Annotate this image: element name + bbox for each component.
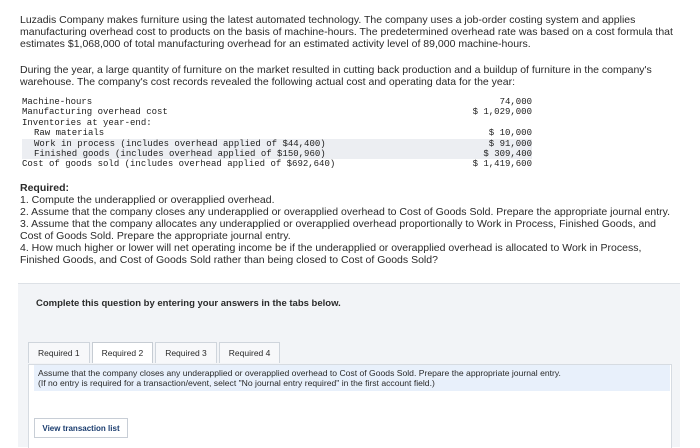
row-label: Raw materials: [34, 128, 105, 139]
answer-panel: [18, 283, 680, 447]
row-value: [452, 118, 532, 128]
required-section: [20, 182, 680, 266]
tab-required-2[interactable]: Required 2: [92, 342, 154, 363]
instruction-text: Assume that the company closes any underapplied or overapplied overhead to Cost of Goods Sold. Prepare the appropriate journal entry.: [38, 368, 561, 378]
required-item-4: 4. How much higher or lower will net operating income be if the underapplied or overapplied overhead is allocated to Work in Process, Finished Goods, and Cost of Goods Sold rather than being closed to Cost of Goods Sold?: [20, 242, 642, 266]
cost-data-table: [22, 97, 532, 170]
table-row: [22, 159, 532, 169]
tab-required-1[interactable]: Required 1: [28, 342, 90, 363]
tab-required-4[interactable]: Required 4: [219, 342, 281, 363]
row-label: Finished goods (includes overhead applied of $150,960): [34, 148, 326, 159]
row-label: Machine-hours: [22, 97, 93, 107]
problem-intro: Luzadis Company makes furniture using the latest automated technology. The company uses a job-order costing system and applies manufacturing overhead cost to products on the basis of machine-hours. The predetermined overhead rate was based on a cost formula that estimates $1,068,000 of total manufacturing overhead for an estimated activity level of 89,000 machine-hours.: [20, 14, 673, 50]
tab-bar: [28, 342, 282, 363]
row-value: $ 1,419,600: [472, 159, 532, 170]
required-heading: Required:: [20, 182, 70, 194]
row-value: $ 91,000: [488, 138, 532, 149]
row-label: Inventories at year-end:: [22, 117, 152, 128]
table-row: [22, 118, 532, 128]
problem-context: During the year, a large quantity of furniture on the market resulted in cutting back production and a buildup of furniture in the company's warehouse. The company's cost records revealed the following actual cost and operating data for the year:: [20, 64, 652, 88]
row-value: $ 10,000: [488, 128, 532, 139]
row-value: 74,000: [499, 97, 532, 107]
row-label: Cost of goods sold (includes overhead applied of $692,640): [22, 159, 336, 170]
table-row: [22, 97, 532, 107]
row-value: $ 1,029,000: [472, 107, 532, 118]
instruction-box: [34, 365, 670, 391]
row-label: Work in process (includes overhead applied of $44,400): [34, 138, 326, 149]
required-item-1: 1. Compute the underapplied or overapplied overhead.: [20, 194, 275, 206]
table-row: [22, 107, 532, 117]
required-item-2: 2. Assume that the company closes any underapplied or overapplied overhead to Cost of Goods Sold. Prepare the appropriate journal entry.: [20, 206, 671, 218]
required-item-3: 3. Assume that the company allocates any underapplied or overapplied overhead proportionally to Work in Process, Finished Goods, and Cost of Goods Sold. Prepare the appropriate journal entry.: [20, 218, 657, 242]
table-row: [22, 128, 532, 138]
view-transaction-list-button[interactable]: View transaction list: [34, 418, 128, 438]
row-value: $ 309,400: [483, 148, 532, 159]
tab-required-3[interactable]: Required 3: [155, 342, 217, 363]
table-row: [22, 149, 532, 159]
tab-content: [28, 364, 672, 448]
panel-title: Complete this question by entering your answers in the tabs below.: [36, 298, 341, 309]
table-row: [22, 139, 532, 149]
row-label: Manufacturing overhead cost: [22, 107, 168, 118]
instruction-note: (If no entry is required for a transaction/event, select "No journal entry required" in the first account field.): [38, 378, 435, 388]
